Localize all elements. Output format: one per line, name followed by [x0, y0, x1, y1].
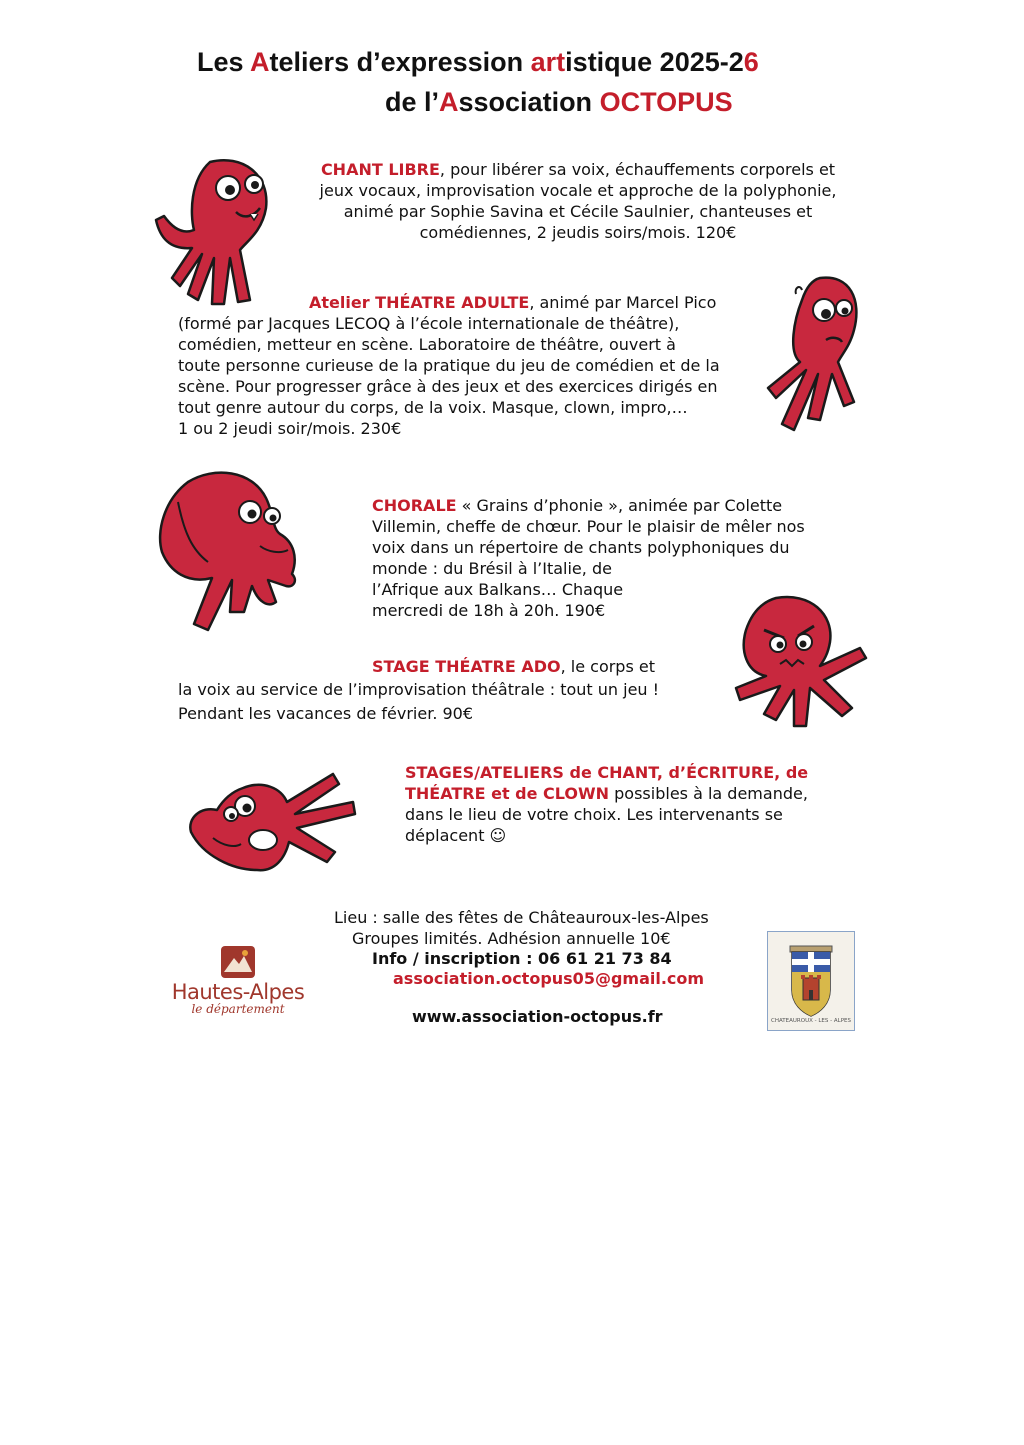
page-title-line-1: Les Ateliers d’expression artistique 2025-26	[197, 47, 759, 77]
octopus-ok-gesture-icon	[183, 766, 363, 886]
footer-info-phone: Info / inscription : 06 61 21 73 84	[372, 949, 672, 968]
section-theatre-adulte: Atelier THÉATRE ADULTE, animé par Marcel Pico (formé par Jacques LECOQ à l’école internationale de théâtre), comédien, metteur en scène. Laboratoire de théâtre, ouvert à toute personne curieuse de la pratique du jeu de comédien et de la scène. Pour progresser grâce à des jeux et des exercices dirigés en tout genre autour du corps, de la voix. Masque, clown, impro,… 1 ou 2 jeudi soir/mois. 230€	[178, 293, 720, 438]
section-title-cont: THÉATRE et de CLOWN	[405, 784, 610, 803]
page-title-line-2: de l’Association OCTOPUS	[385, 87, 733, 117]
section-chorale: CHORALE « Grains d’phonie », animée par Colette Villemin, cheffe de chœur. Pour le plaisir de mêler nos voix dans un répertoire de chants polyphoniques du monde : du Brésil à l’Italie, de l’Afrique aux Balkans… Chaque mercredi de 18h à 20h. 190€	[372, 496, 805, 620]
section-stages-ateliers: STAGES/ATELIERS de CHANT, d’ÉCRITURE, de THÉATRE et de CLOWN possibles à la demande, dans le lieu de votre choix. Les intervenants se déplacent ☺	[405, 763, 809, 845]
hautes-alpes-logo-icon	[218, 944, 258, 980]
chateauroux-crest-icon	[768, 932, 854, 1030]
section-chant-libre: CHANT LIBRE, pour libérer sa voix, échauffements corporels et jeux vocaux, improvisation vocale et approche de la polyphonie, animé par Sophie Savina et Cécile Saulnier, chanteuses et comédiennes, 2 jeudis soirs/mois. 120€	[319, 160, 837, 242]
section-title: CHORALE	[372, 496, 457, 515]
section-stage-ado: STAGE THÉATRE ADO, le corps et la voix au service de l’improvisation théâtrale : tout un jeu ! Pendant les vacances de février. 90€	[178, 657, 660, 723]
section-title: Atelier THÉATRE ADULTE	[309, 293, 530, 312]
chateauroux-crest	[767, 931, 855, 1031]
hautes-alpes-logo	[160, 944, 316, 1016]
footer-lieu: Lieu : salle des fêtes de Châteauroux-les-Alpes	[334, 908, 709, 927]
octopus-worried-icon	[750, 270, 870, 440]
footer-groupes: Groupes limités. Adhésion annuelle 10€	[352, 929, 671, 948]
section-title: STAGE THÉATRE ADO	[372, 657, 561, 676]
hautes-alpes-name: Hautes-Alpes	[171, 980, 305, 1004]
section-title: CHANT LIBRE	[320, 160, 440, 179]
crest-caption: CHATEAUROUX - LES - ALPES	[771, 1018, 851, 1024]
octopus-grumpy-icon	[706, 590, 876, 730]
hautes-alpes-subtitle: le département	[191, 1002, 285, 1016]
footer-email-link[interactable]: association.octopus05@gmail.com	[393, 969, 705, 988]
octopus-thinking-icon	[148, 462, 328, 637]
section-title: STAGES/ATELIERS de CHANT, d’ÉCRITURE, de	[405, 763, 809, 782]
octopus-waving-icon	[150, 150, 290, 310]
footer-website-link[interactable]: www.association-octopus.fr	[412, 1007, 663, 1026]
